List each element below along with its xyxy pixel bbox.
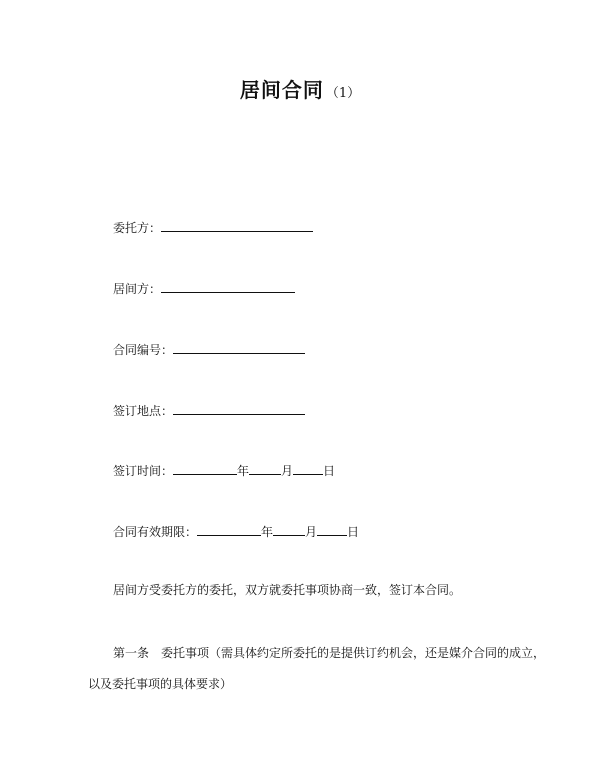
client-blank [161, 218, 313, 232]
sign-year-unit: 年 [237, 464, 250, 478]
sign-month-blank [249, 461, 281, 475]
contract-no-blank [173, 340, 305, 354]
intro-paragraph: 居间方受委托方的委托，双方就委托事项协商一致，签订本合同。 [113, 583, 462, 597]
document-title [0, 74, 600, 103]
sign-time-field [113, 461, 335, 479]
validity-day-unit: 日 [347, 525, 360, 539]
validity-year-unit: 年 [261, 525, 274, 539]
validity-year-blank [197, 522, 261, 536]
sign-day-blank [293, 461, 323, 475]
sign-year-blank [173, 461, 237, 475]
intermediary-label: 居间方： [113, 282, 162, 296]
contract-no-label: 合同编号： [113, 343, 174, 357]
client-field [113, 218, 313, 236]
sign-place-label: 签订地点： [113, 404, 174, 418]
validity-month-unit: 月 [305, 525, 318, 539]
intermediary-field [113, 279, 295, 297]
article1-line2: 以及委托事项的具体要求） [88, 677, 233, 691]
sign-day-unit: 日 [323, 464, 336, 478]
validity-day-blank [317, 522, 347, 536]
validity-month-blank [273, 522, 305, 536]
title-main: 居间合同 [239, 78, 324, 102]
contract-no-field [113, 340, 305, 358]
sign-month-unit: 月 [281, 464, 294, 478]
validity-field [113, 522, 359, 540]
client-label: 委托方： [113, 221, 162, 235]
validity-label: 合同有效期限： [113, 525, 198, 539]
article1-line1: 第一条 委托事项（需具体约定所委托的是提供订约机会，还是媒介合同的成立， [113, 646, 546, 660]
sign-place-blank [173, 401, 305, 415]
title-suffix: （1） [325, 86, 361, 101]
intermediary-blank [161, 279, 295, 293]
sign-place-field [113, 401, 305, 419]
sign-time-label: 签订时间： [113, 464, 174, 478]
